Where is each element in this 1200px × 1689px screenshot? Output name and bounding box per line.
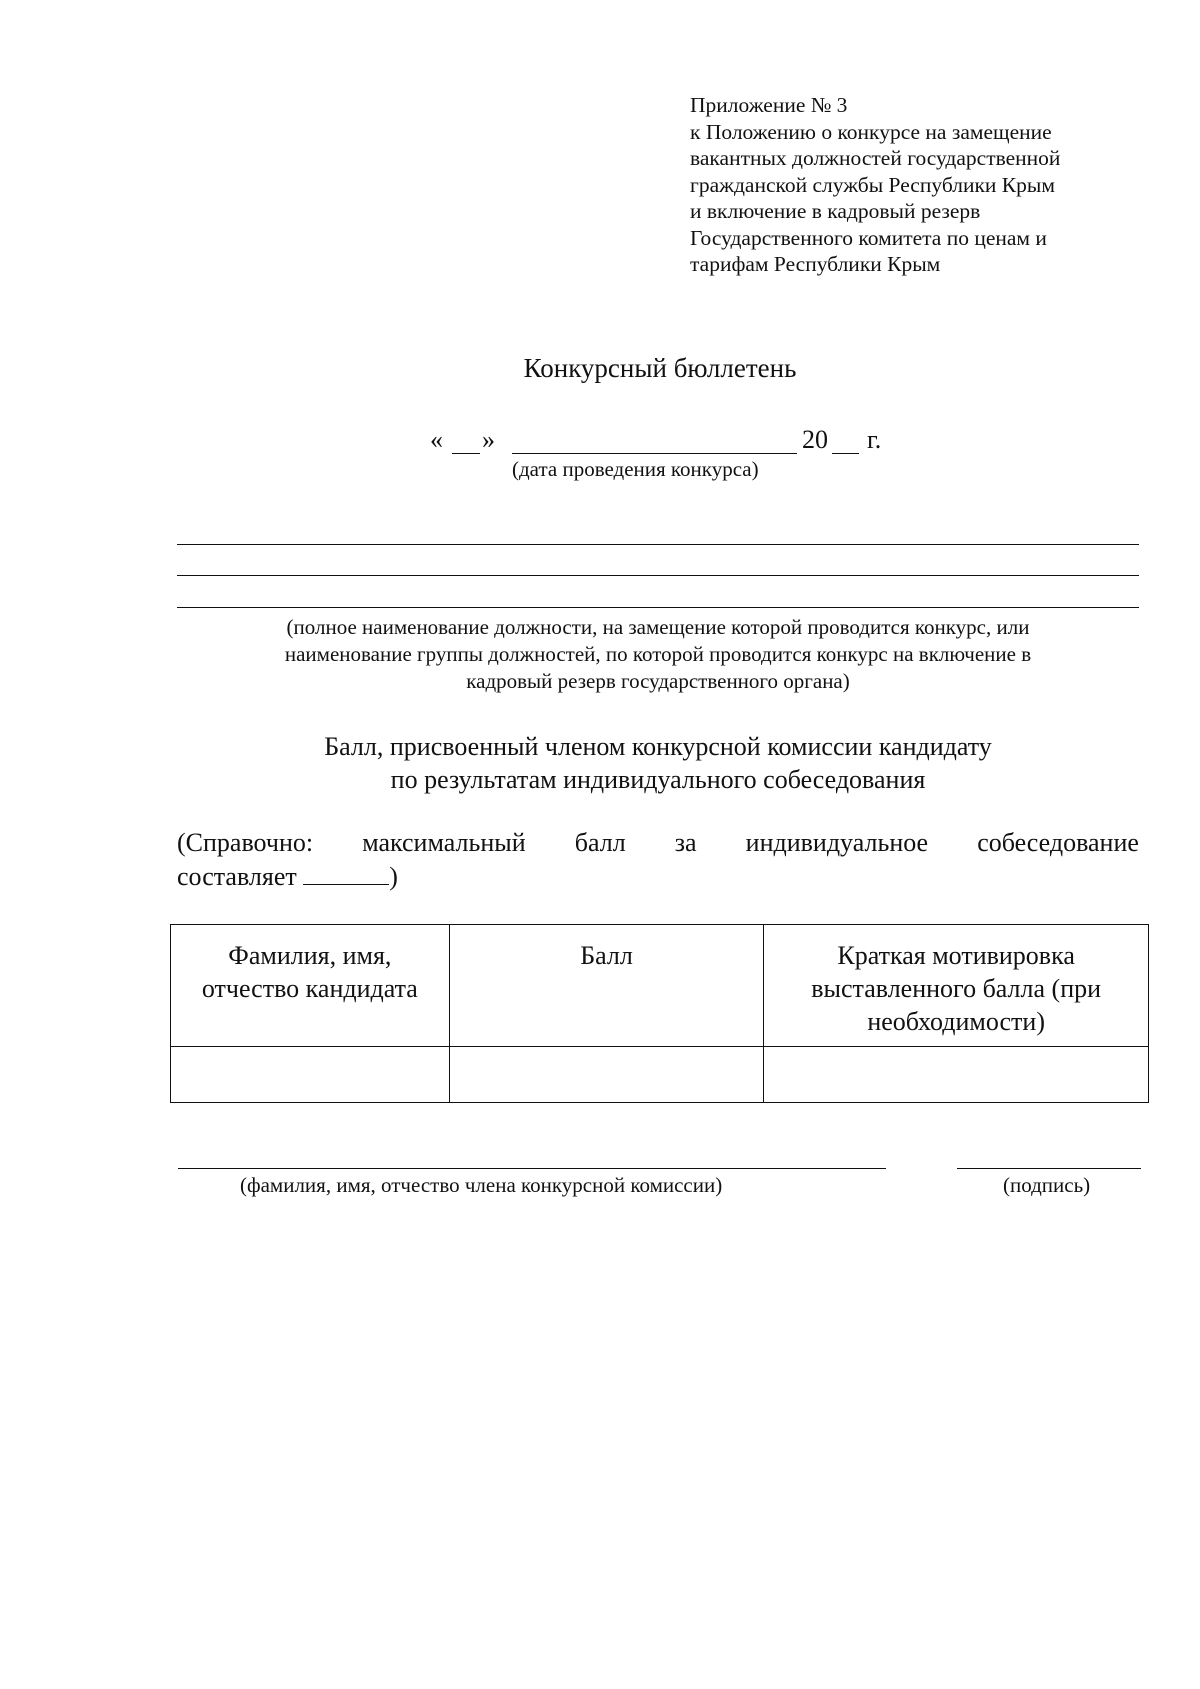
header-score [449, 925, 764, 1047]
appendix-reference [690, 92, 1150, 278]
appendix-line: Государственного комитета по ценам и [690, 225, 1047, 250]
reference-word: максимальный [362, 828, 526, 857]
header-text-line: выставленного балла (при [811, 974, 1102, 1003]
position-blank-line-1[interactable] [177, 544, 1139, 545]
appendix-line: к Положению о конкурсе на замещение [690, 119, 1052, 144]
appendix-line: тарифам Республики Крым [690, 252, 941, 276]
appendix-line: гражданской службы Республики Крым [690, 172, 1055, 197]
header-candidate-name [171, 925, 450, 1047]
reference-word: за [674, 828, 697, 857]
reference-note-line-1 [177, 828, 1139, 858]
reference-prefix: составляет [177, 862, 297, 891]
header-text-line: отчество кандидата [201, 974, 418, 1003]
date-field [430, 425, 900, 459]
cell-candidate-name[interactable] [171, 1047, 450, 1103]
position-blank-line-3[interactable] [177, 607, 1139, 608]
table-header-row [171, 925, 1149, 1047]
appendix-line: и включение в кадровый резерв [690, 199, 981, 223]
year-prefix: 20 [802, 425, 828, 454]
position-caption [177, 614, 1139, 695]
cell-score[interactable] [449, 1047, 764, 1103]
day-blank[interactable] [452, 453, 480, 454]
reference-word: (Справочно: [177, 828, 314, 857]
member-name-caption: (фамилия, имя, отчество члена конкурсной комиссии) [240, 1173, 723, 1197]
position-caption-line: (полное наименование должности, на замещение которой проводится конкурс, или [286, 615, 1030, 639]
header-motivation [764, 925, 1149, 1047]
date-caption: (дата проведения конкурса) [512, 457, 759, 481]
signature-caption: (подпись) [1003, 1173, 1091, 1197]
max-score-blank[interactable] [303, 864, 389, 885]
score-heading-line: по результатам индивидуального собеседования [390, 765, 926, 794]
header-text-line: Балл [580, 941, 633, 970]
year-suffix: г. [867, 425, 882, 454]
reference-suffix: ) [389, 862, 398, 891]
score-heading [177, 730, 1139, 796]
appendix-line: Приложение № 3 [690, 93, 848, 117]
table-row [171, 1047, 1149, 1103]
year-blank[interactable] [832, 453, 859, 454]
month-blank[interactable] [512, 453, 797, 454]
reference-note-line-2 [177, 862, 398, 892]
cell-motivation[interactable] [764, 1047, 1149, 1103]
position-blank-line-2[interactable] [177, 575, 1139, 576]
date-close-quote: » [482, 425, 495, 454]
header-text-line: Фамилия, имя, [228, 941, 392, 970]
member-name-blank[interactable] [178, 1168, 886, 1169]
header-text-line: необходимости) [867, 1007, 1045, 1036]
signature-blank[interactable] [957, 1168, 1141, 1169]
reference-word: собеседование [977, 828, 1139, 857]
position-caption-line: кадровый резерв государственного органа) [466, 669, 850, 693]
position-caption-line: наименование группы должностей, по которой проводится конкурс на включение в [284, 642, 1032, 666]
appendix-line: вакантных должностей государственной [690, 146, 1061, 170]
reference-word: балл [574, 828, 626, 857]
score-table [170, 924, 1149, 1103]
date-open-quote: « [430, 425, 443, 454]
reference-word: индивидуальное [745, 828, 929, 857]
header-text-line: Краткая мотивировка [837, 941, 1075, 970]
score-heading-line: Балл, присвоенный членом конкурсной комиссии кандидату [324, 732, 992, 761]
document-title: Конкурсный бюллетень [523, 353, 797, 383]
